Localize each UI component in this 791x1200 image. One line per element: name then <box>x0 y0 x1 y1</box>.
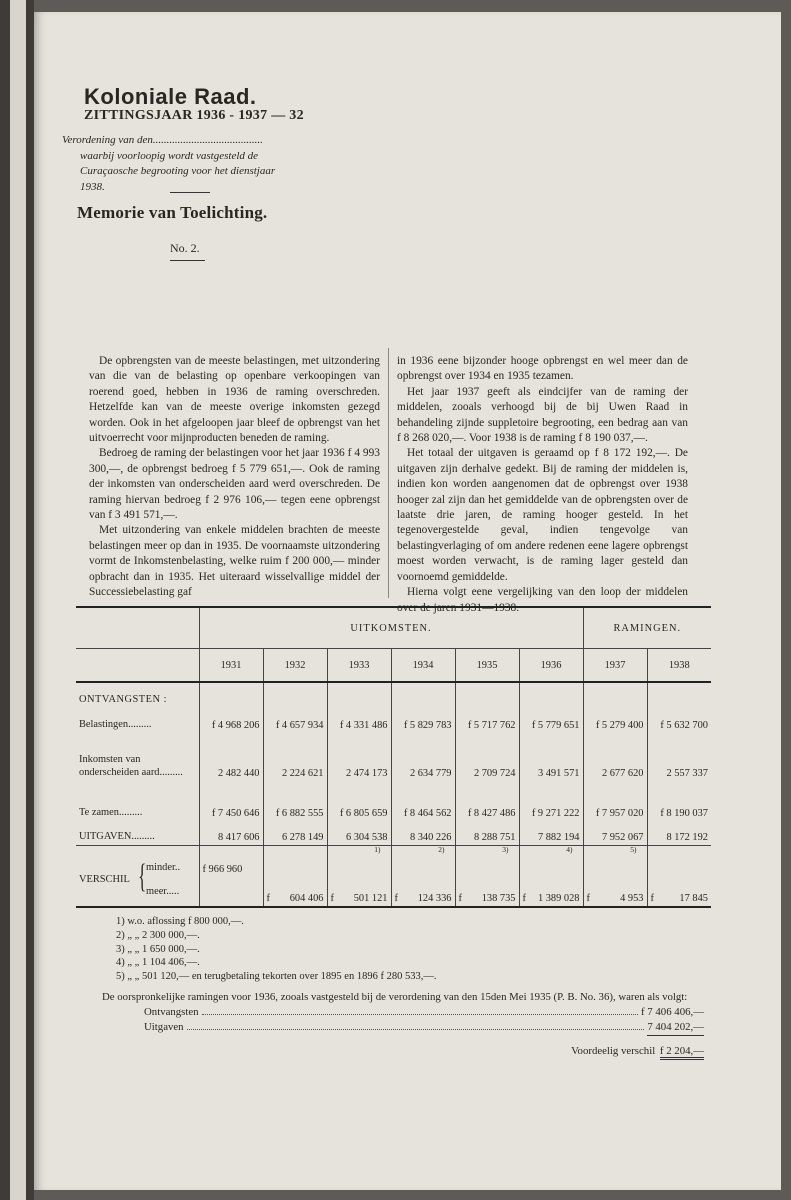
year-header: 1933 <box>327 649 391 683</box>
value-text: f 4 968 206 <box>211 720 260 731</box>
footnote-text: „ „ 501 120,— en terugbetaling tekorten over 1895 en 1896 f 280 533,—. <box>127 971 437 983</box>
value-cell <box>647 821 711 846</box>
table-cell <box>391 682 455 705</box>
leader-dots: ......... <box>118 807 143 818</box>
value-text: 2 482 440 <box>217 768 260 779</box>
footnote-mark: 3) <box>116 943 128 955</box>
table-cell <box>455 682 519 705</box>
year-header: 1935 <box>455 649 519 683</box>
meer-value <box>199 875 263 907</box>
value-text: f 8 427 486 <box>467 808 516 819</box>
footnote <box>116 970 436 984</box>
table-cell <box>263 682 327 705</box>
value-cell <box>455 821 519 854</box>
amount: 501 121 <box>353 893 388 904</box>
value-cell <box>263 705 327 733</box>
table-row <box>76 781 711 821</box>
value-cell <box>455 781 519 821</box>
value-text: f 5 829 783 <box>403 720 452 731</box>
original-uitgaven-value: 7 404 202,— <box>647 1020 704 1036</box>
table-cell <box>583 682 647 705</box>
value-text: f 5 279 400 <box>595 720 644 731</box>
row-label <box>76 821 199 846</box>
value-cell <box>391 733 455 781</box>
row-label: ONTVANGSTEN : <box>79 694 167 705</box>
column-divider <box>388 348 389 598</box>
value-cell <box>519 821 583 854</box>
value-text: f 5 632 700 <box>660 720 708 731</box>
currency-mark: f <box>266 893 270 904</box>
value-cell <box>583 781 647 821</box>
currency-mark: f <box>522 893 526 904</box>
footnote-mark: 1) <box>374 845 381 854</box>
meer-value-wrap <box>267 893 324 904</box>
ordinance-dots: ........................................ <box>152 134 263 146</box>
value-cell <box>647 705 711 733</box>
amount: 604 406 <box>289 893 324 904</box>
minder-label: minder.. <box>146 862 181 873</box>
value-text: f 6 882 555 <box>275 808 324 819</box>
value-cell <box>199 733 263 781</box>
ordinance-line-1: Verordening van den <box>62 134 153 146</box>
table-header-row <box>76 607 711 649</box>
value-cell <box>647 733 711 781</box>
value-cell <box>327 821 391 854</box>
year-header: 1932 <box>263 649 327 683</box>
original-ontvangsten-label: Ontvangsten <box>144 1006 199 1018</box>
paragraph: De opbrengsten van de meeste belastingen, met uitzondering van die van de belasting op openbare verkoopingen van roerend goed, hebben in 1936 de raming overschreden. Hetzelfde kan van de meeste overige inkomsten gezegd worden. Ook in het afgeloopen jaar bleef de opbrengst van het uitvoerrecht voor mijnproducten beneden de raming. <box>89 355 380 445</box>
meer-value-wrap <box>523 893 580 904</box>
paragraph: in 1936 eene bijzonder hooge opbrengst en wel meer dan de opbrengst over 1934 en 1935 tezamen. <box>397 355 688 383</box>
text-column-left <box>89 354 380 601</box>
value-cell <box>263 781 327 821</box>
value-cell <box>519 705 583 733</box>
original-uitgaven-row <box>144 1020 704 1036</box>
row-label-text: Belastingen <box>79 719 129 730</box>
value-text: f 6 805 659 <box>339 808 388 819</box>
footnote-mark: 2) <box>438 845 445 854</box>
minder-value <box>327 846 391 876</box>
table-cell <box>647 682 711 705</box>
leader-dots: ......... <box>128 719 152 730</box>
footnote-text: „ „ 2 300 000,—. <box>127 929 200 941</box>
minder-value <box>519 846 583 876</box>
year-header: 1938 <box>647 649 711 683</box>
value-cell <box>263 733 327 781</box>
amount: 124 336 <box>417 893 452 904</box>
ordinance-line-2: waarbij voorloopig wordt vastgesteld de <box>80 149 259 162</box>
document-number: No. 2. <box>170 241 200 255</box>
paragraph: Het totaal der uitgaven is geraamd op f 8 172 192,—. De uitgaven zijn derhalve gedekt. Bij de raming der middelen is, indien kon worden aangenomen dat de opbrengst over 1938 hooger zal zijn dan het gemiddelde van de opbrengsten over de laatste drie jaren, de raming hooger gesteld. In het tegenovergestelde geval, indien tengevolge van belastingverlaging of om andere redenen eene lagere opbrengst moest worden verwacht, is de raming lager gesteld dan voornoemd gemiddelde. <box>397 447 688 583</box>
value-cell <box>583 733 647 781</box>
value-text: 8 288 751 <box>473 832 516 843</box>
ordinance-heading <box>62 133 317 195</box>
row-label-text: UITGAVEN <box>79 831 132 842</box>
original-estimates <box>102 990 704 1059</box>
group-uitkomsten: UITKOMSTEN. <box>199 607 583 649</box>
session-line: ZITTINGSJAAR 1936 - 1937 — 32 <box>84 108 304 123</box>
footnote <box>116 929 436 943</box>
verschil-label-cell <box>76 846 199 908</box>
currency-mark: f <box>394 893 398 904</box>
value-cell <box>455 733 519 781</box>
value-cell <box>391 705 455 733</box>
value-cell <box>647 781 711 821</box>
table-row-verschil-minder <box>76 846 711 876</box>
value-text: 3 491 571 <box>537 768 580 779</box>
minder-value <box>391 846 455 876</box>
row-label <box>76 733 199 781</box>
value-text: f 7 957 020 <box>595 808 644 819</box>
value-cell <box>391 781 455 821</box>
value-cell <box>199 821 263 846</box>
footnote-mark: 4) <box>566 845 573 854</box>
leader-dots <box>202 1014 638 1015</box>
footnote-text: „ „ 1 104 406,—. <box>127 957 200 969</box>
value-text: 2 709 724 <box>473 768 516 779</box>
year-header: 1931 <box>199 649 263 683</box>
footnotes <box>116 915 436 984</box>
meer-value-wrap <box>651 893 709 904</box>
value-cell <box>519 781 583 821</box>
amount: 138 735 <box>481 893 516 904</box>
amount: 1 389 028 <box>537 893 580 904</box>
value-cell <box>199 781 263 821</box>
value-text: 2 634 779 <box>409 768 452 779</box>
footnote <box>116 915 436 929</box>
meer-value-wrap <box>459 893 516 904</box>
footnote-mark: 4) <box>116 957 128 969</box>
value-text: 2 557 337 <box>666 768 708 779</box>
currency-mark: f <box>458 893 462 904</box>
verschil-label: VERSCHIL <box>79 874 130 885</box>
footnote-mark: 2) <box>116 929 128 941</box>
meer-value-wrap <box>331 893 388 904</box>
original-ontvangsten-value: f 7 406 406,— <box>641 1006 704 1018</box>
table-row <box>76 733 711 781</box>
table-row <box>76 821 711 846</box>
year-header: 1937 <box>583 649 647 683</box>
table-corner <box>76 649 199 683</box>
meer-value <box>519 875 583 907</box>
meer-value <box>583 875 647 907</box>
value-cell <box>199 705 263 733</box>
meer-value <box>263 875 327 907</box>
value-cell <box>327 781 391 821</box>
amount: 4 953 <box>620 893 644 904</box>
footnote-text: „ „ 1 650 000,—. <box>127 943 200 955</box>
footnote <box>116 956 436 970</box>
brace: { <box>138 858 147 895</box>
table-cell <box>327 682 391 705</box>
meer-value-wrap <box>587 893 644 904</box>
minder-value <box>263 846 327 876</box>
original-ontvangsten-row <box>144 1005 704 1020</box>
original-intro: De oorspronkelijke ramingen voor 1936, zooals vastgesteld bij de verordening van den 15den Mei 1935 (P. B. No. 36), waren als volgt: <box>102 991 688 1003</box>
value-cell <box>583 705 647 733</box>
value-text: f 4 331 486 <box>339 720 388 731</box>
value-text: f 5 717 762 <box>467 720 516 731</box>
table-cell <box>519 682 583 705</box>
paragraph: Bedroeg de raming der belastingen voor het jaar 1936 f 4 993 300,—, de opbrengst bedroeg f 5 779 651,—. Ook de raming der inkomsten van onderscheiden aard werd overschreden. De raming hiervan bedroeg f 2 976 106,— tegen eene opbrengst van f 3 491 571,—. <box>89 447 380 522</box>
currency-mark: f <box>330 893 334 904</box>
paragraph: Het jaar 1937 geeft als eindcijfer van de raming der middelen, zooals verhoogd bij de bij Uwen Raad in behandeling zijnde suppletoire begrooting, een bedrag aan van f 8 268 020,—. Voor 1938 is de raming f 8 190 037,—. <box>397 385 688 445</box>
minder-value: f 966 960 <box>199 846 263 876</box>
table-cell <box>199 682 263 705</box>
footnote-mark: 3) <box>502 845 509 854</box>
value-text: 6 304 538 <box>345 832 388 843</box>
footnote-text: w.o. aflossing f 800 000,—. <box>127 916 244 927</box>
value-text: 8 417 606 <box>217 832 260 843</box>
value-text: 2 677 620 <box>601 768 644 779</box>
minder-value <box>455 846 519 876</box>
value-cell <box>519 733 583 781</box>
value-text: f 8 464 562 <box>403 808 452 819</box>
value-cell <box>455 705 519 733</box>
memorie-heading: Memorie van Toelichting. <box>77 203 268 222</box>
value-cell <box>327 733 391 781</box>
value-cell <box>263 821 327 846</box>
original-verschil-value: f 2 204,— <box>660 1045 704 1060</box>
meer-value <box>455 875 519 907</box>
value-text: 6 278 149 <box>281 832 324 843</box>
row-label-text: Te zamen <box>79 807 119 818</box>
table-row <box>76 682 711 705</box>
original-uitgaven-label: Uitgaven <box>144 1021 184 1033</box>
year-header: 1934 <box>391 649 455 683</box>
original-verschil-label: Voordeelig verschil <box>571 1045 656 1057</box>
footnote-mark: 1) <box>116 916 128 927</box>
divider <box>170 192 210 193</box>
leader-dots <box>187 1029 645 1030</box>
divider <box>170 260 205 261</box>
paragraph: Hierna volgt eene vergelijking van den loop der middelen over de jaren 1931—1938. <box>397 586 688 614</box>
value-text: f 8 190 037 <box>660 808 708 819</box>
value-text: f 9 271 222 <box>531 808 580 819</box>
scan-binding-edge <box>0 0 34 1200</box>
footnote-mark: 5) <box>630 845 637 854</box>
minder-value <box>647 846 711 876</box>
council-title: Koloniale Raad. <box>84 84 257 109</box>
minder-value <box>583 846 647 876</box>
value-cell <box>391 821 455 854</box>
value-text: 2 474 173 <box>345 768 388 779</box>
group-ramingen: RAMINGEN. <box>583 607 711 649</box>
currency-mark: f <box>650 893 654 904</box>
meer-value <box>391 875 455 907</box>
table-corner <box>76 607 199 649</box>
value-cell <box>583 821 647 854</box>
footnote-mark: 5) <box>116 971 128 983</box>
amount: 17 845 <box>679 893 708 904</box>
meer-label: meer..... <box>146 886 180 897</box>
text-column-right <box>397 354 688 616</box>
row-label <box>76 705 199 733</box>
value-text: f 5 779 651 <box>531 720 580 731</box>
table-row <box>76 705 711 733</box>
finance-table <box>76 606 711 908</box>
value-text: 8 172 192 <box>666 832 708 843</box>
value-cell <box>327 705 391 733</box>
leader-dots: ......... <box>159 767 183 778</box>
currency-mark: f <box>586 893 590 904</box>
row-label-text: Inkomsten van onderscheiden aard <box>79 754 160 778</box>
value-text: 7 952 067 <box>601 832 644 843</box>
leader-dots: ......... <box>131 831 155 842</box>
year-header: 1936 <box>519 649 583 683</box>
original-verschil-row <box>102 1044 704 1059</box>
paragraph: Met uitzondering van enkele middelen brachten de meeste belastingen meer op dan in 1935. De voornaamste uitzondering vormt de Inkomstenbelasting, welke ruim f 200 000,— minder opbracht dan in 1935. Het uiteraard wisselvallige middel der Successiebelasting gaf <box>89 524 380 599</box>
value-text: 8 340 226 <box>409 832 452 843</box>
ordinance-line-4: 1938. <box>80 180 105 193</box>
row-label <box>76 781 199 821</box>
table-years-row <box>76 649 711 683</box>
meer-value-wrap <box>395 893 452 904</box>
value-text: 2 224 621 <box>281 768 324 779</box>
meer-value <box>327 875 391 907</box>
meer-value <box>647 875 711 907</box>
value-text: f 7 450 646 <box>211 808 260 819</box>
value-text: 7 882 194 <box>537 832 580 843</box>
ordinance-line-3: Curaçaosche begrooting voor het dienstjaar <box>80 165 276 177</box>
footnote <box>116 943 436 957</box>
value-text: f 4 657 934 <box>275 720 324 731</box>
